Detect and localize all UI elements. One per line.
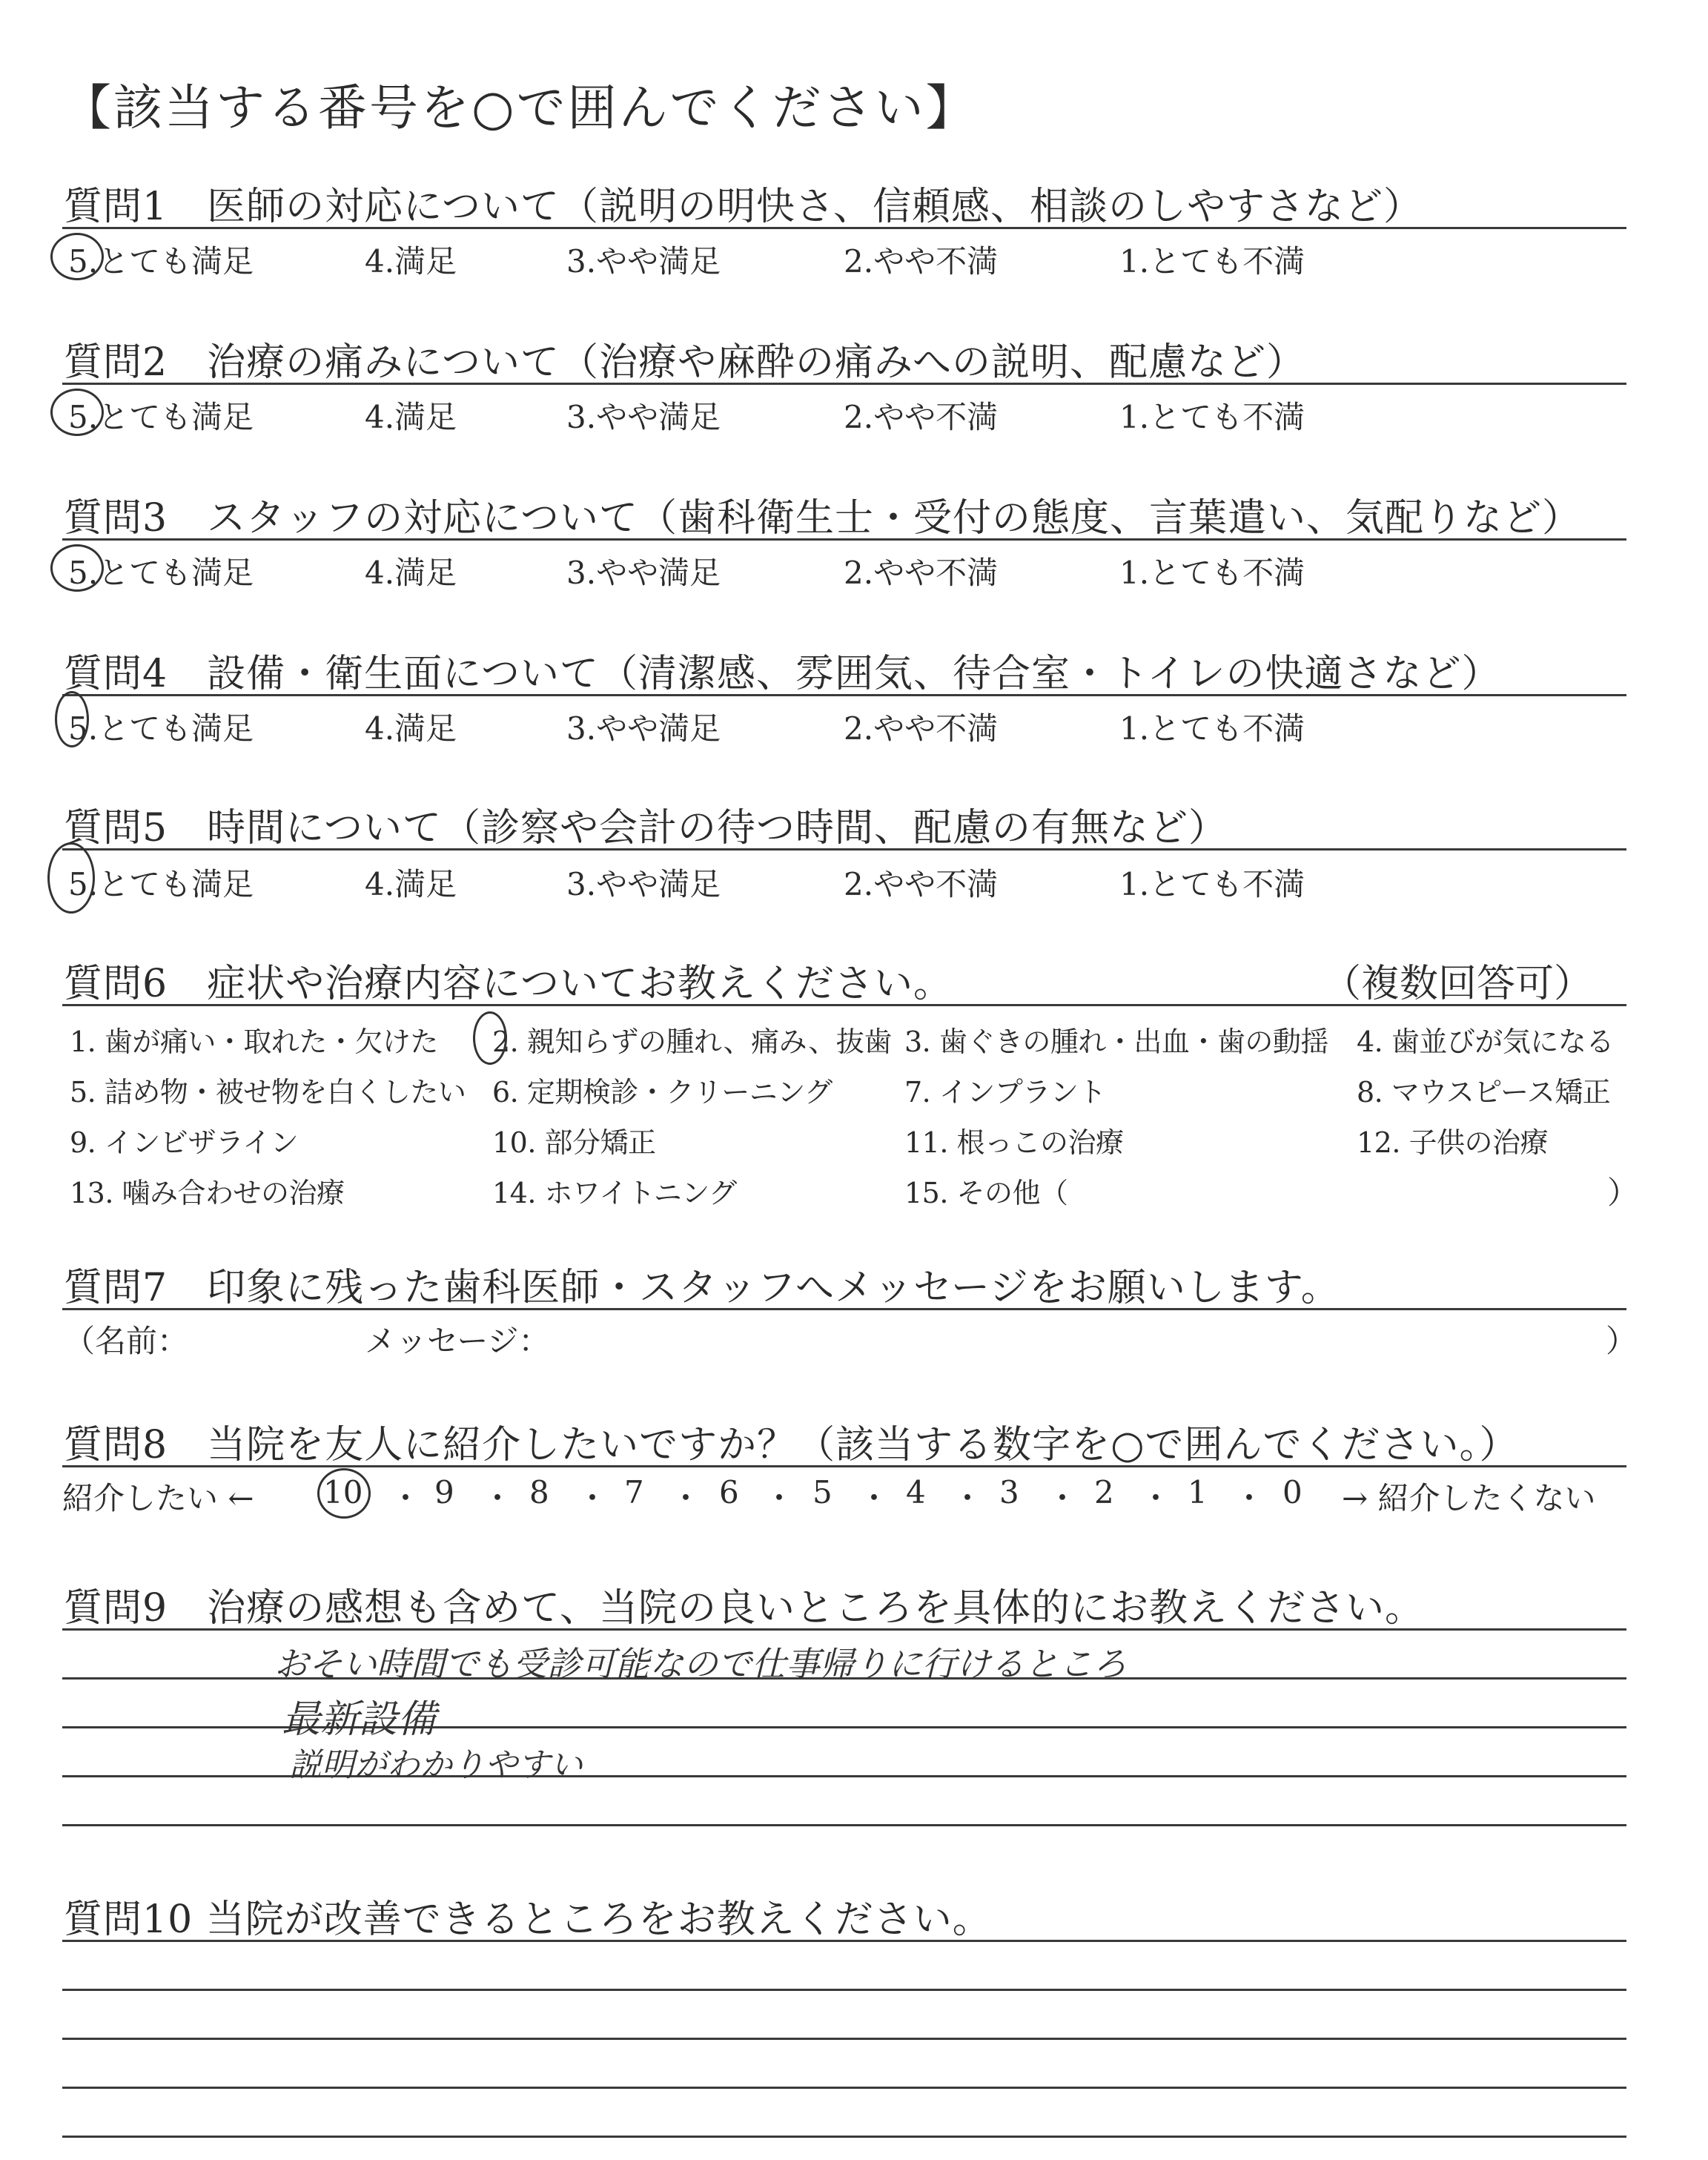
divider	[62, 1308, 1626, 1310]
divider	[62, 848, 1626, 851]
option-3[interactable]: 3.やや満足	[566, 243, 721, 280]
option-5[interactable]: 5.とても満足	[68, 710, 254, 747]
selection-circle	[50, 233, 104, 280]
option-1[interactable]: 1.とても不満	[1119, 710, 1305, 747]
question-title: 質問6 症状や治療内容についてお教えください。	[64, 962, 953, 1006]
option-3[interactable]: 3.やや満足	[566, 866, 721, 902]
handwritten-answer: おそい時間でも受診可能なので仕事帰りに行けるところ	[274, 1644, 1127, 1684]
question-title: 質問5 時間について（診察や会計の待つ時間、配慮の有無など）	[64, 806, 1228, 851]
handwritten-answer: 説明がわかりやすい	[289, 1746, 583, 1784]
option-1[interactable]: 1.とても不満	[1119, 555, 1305, 591]
option-1[interactable]: 1.とても不満	[1119, 243, 1305, 280]
symptom-option[interactable]: 12. 子供の治療	[1357, 1126, 1549, 1159]
option-4[interactable]: 4.満足	[365, 243, 457, 280]
option-1[interactable]: 1.とても不満	[1119, 866, 1305, 902]
scale-value[interactable]: 2	[1094, 1474, 1114, 1510]
scale-separator: ・	[1234, 1480, 1265, 1516]
scale-value[interactable]: 10	[323, 1474, 363, 1510]
scale-separator: ・	[952, 1480, 984, 1516]
option-2[interactable]: 2.やや不満	[844, 555, 999, 591]
answer-line	[62, 2038, 1626, 2040]
answer-line	[62, 1940, 1626, 1942]
scale-right-label: → 紹介したくない	[1342, 1480, 1596, 1516]
scale-separator: ・	[858, 1480, 890, 1516]
symptom-option[interactable]: 3. 歯ぐきの腫れ・出血・歯の動揺	[904, 1025, 1328, 1058]
selection-circle	[47, 842, 95, 914]
scale-value[interactable]: 9	[434, 1474, 454, 1510]
symptom-option[interactable]: 5. 詰め物・被せ物を白くしたい	[70, 1076, 466, 1109]
scale-separator: ・	[390, 1480, 422, 1516]
divider	[62, 227, 1626, 229]
closing-paren: ）	[1606, 1323, 1638, 1359]
symptom-option[interactable]: 10. 部分矯正	[492, 1126, 656, 1159]
scale-value[interactable]: 0	[1282, 1474, 1302, 1510]
answer-line	[62, 1989, 1626, 1991]
question-title: 質問3 スタッフの対応について（歯科衛生士・受付の態度、言葉遣い、気配りなど）	[64, 496, 1582, 541]
divider	[62, 694, 1626, 696]
symptom-option[interactable]: 6. 定期検診・クリーニング	[492, 1076, 833, 1109]
scale-value[interactable]: 4	[906, 1474, 926, 1510]
symptom-option[interactable]: 11. 根っこの治療	[904, 1126, 1124, 1159]
option-4[interactable]: 4.満足	[365, 866, 457, 902]
option-4[interactable]: 4.満足	[365, 710, 457, 747]
scale-left-label: 紹介したい ←	[62, 1480, 254, 1516]
option-2[interactable]: 2.やや不満	[844, 243, 999, 280]
option-3[interactable]: 3.やや満足	[566, 710, 721, 747]
option-2[interactable]: 2.やや不満	[844, 866, 999, 902]
answer-line	[62, 1628, 1626, 1631]
question-title: 質問2 治療の痛みについて（治療や麻酔の痛みへの説明、配慮など）	[64, 340, 1306, 385]
scale-value[interactable]: 8	[529, 1474, 549, 1510]
question-title: 質問7 印象に残った歯科医師・スタッフへメッセージをお願いします。	[64, 1266, 1340, 1310]
symptom-option[interactable]: 14. ホワイトニング	[492, 1177, 737, 1209]
option-5[interactable]: 5.とても満足	[68, 555, 254, 591]
scale-separator: ・	[764, 1480, 795, 1516]
message-label: メッセージ：	[365, 1323, 550, 1359]
symptom-option[interactable]: 8. マウスピース矯正	[1357, 1076, 1611, 1109]
selection-circle	[50, 544, 104, 592]
option-5[interactable]: 5.とても満足	[68, 866, 254, 902]
name-label: （名前：	[64, 1323, 189, 1359]
page-title: 【該当する番号を○で囲んでください】	[62, 79, 977, 136]
selection-circle	[55, 691, 89, 747]
scale-value[interactable]: 6	[719, 1474, 739, 1510]
closing-paren: ）	[1607, 1175, 1639, 1211]
scale-separator: ・	[482, 1480, 514, 1516]
answer-line	[62, 1824, 1626, 1826]
question-title: 質問8 当院を友人に紹介したいですか？（該当する数字を○で囲んでください。）	[64, 1423, 1519, 1467]
divider	[62, 1004, 1626, 1006]
option-3[interactable]: 3.やや満足	[566, 399, 721, 435]
symptom-option[interactable]: 15. その他（	[904, 1177, 1068, 1209]
symptom-option[interactable]: 2. 親知らずの腫れ、痛み、抜歯	[492, 1025, 892, 1058]
divider	[62, 538, 1626, 541]
question-title: 質問4 設備・衛生面について（清潔感、雰囲気、待合室・トイレの快適さなど）	[64, 652, 1501, 696]
handwritten-answer: 最新設備	[282, 1697, 437, 1742]
option-3[interactable]: 3.やや満足	[566, 555, 721, 591]
option-1[interactable]: 1.とても不満	[1119, 399, 1305, 435]
option-2[interactable]: 2.やや不満	[844, 710, 999, 747]
option-4[interactable]: 4.満足	[365, 555, 457, 591]
scale-value[interactable]: 5	[812, 1474, 833, 1510]
scale-value[interactable]: 7	[624, 1474, 644, 1510]
symptom-option[interactable]: 4. 歯並びが気になる	[1357, 1025, 1614, 1058]
scale-separator: ・	[1047, 1480, 1079, 1516]
option-4[interactable]: 4.満足	[365, 399, 457, 435]
multiple-answer-note: （複数回答可）	[1322, 962, 1592, 1006]
selection-circle	[50, 389, 104, 436]
selection-circle	[317, 1468, 371, 1519]
symptom-option[interactable]: 7. インプラント	[904, 1076, 1106, 1109]
divider	[62, 1465, 1626, 1467]
symptom-option[interactable]: 13. 噛み合わせの治療	[70, 1177, 345, 1209]
option-5[interactable]: 5.とても満足	[68, 243, 254, 280]
question-title: 質問10 当院が改善できるところをお教えください。	[64, 1898, 992, 1942]
question-title: 質問9 治療の感想も含めて、当院の良いところを具体的にお教えください。	[64, 1586, 1425, 1631]
answer-line	[62, 2087, 1626, 2089]
divider	[62, 383, 1626, 385]
scale-separator: ・	[1140, 1480, 1172, 1516]
scale-value[interactable]: 1	[1188, 1474, 1208, 1510]
scale-separator: ・	[670, 1480, 702, 1516]
option-5[interactable]: 5.とても満足	[68, 399, 254, 435]
option-2[interactable]: 2.やや不満	[844, 399, 999, 435]
answer-line	[62, 2136, 1626, 2138]
selection-circle	[473, 1011, 507, 1065]
scale-value[interactable]: 3	[999, 1474, 1019, 1510]
scale-separator: ・	[577, 1480, 609, 1516]
symptom-option[interactable]: 1. 歯が痛い・取れた・欠けた	[70, 1025, 438, 1058]
question-title: 質問1 医師の対応について（説明の明快さ、信頼感、相談のしやすさなど）	[64, 185, 1423, 229]
symptom-option[interactable]: 9. インビザライン	[70, 1126, 299, 1159]
